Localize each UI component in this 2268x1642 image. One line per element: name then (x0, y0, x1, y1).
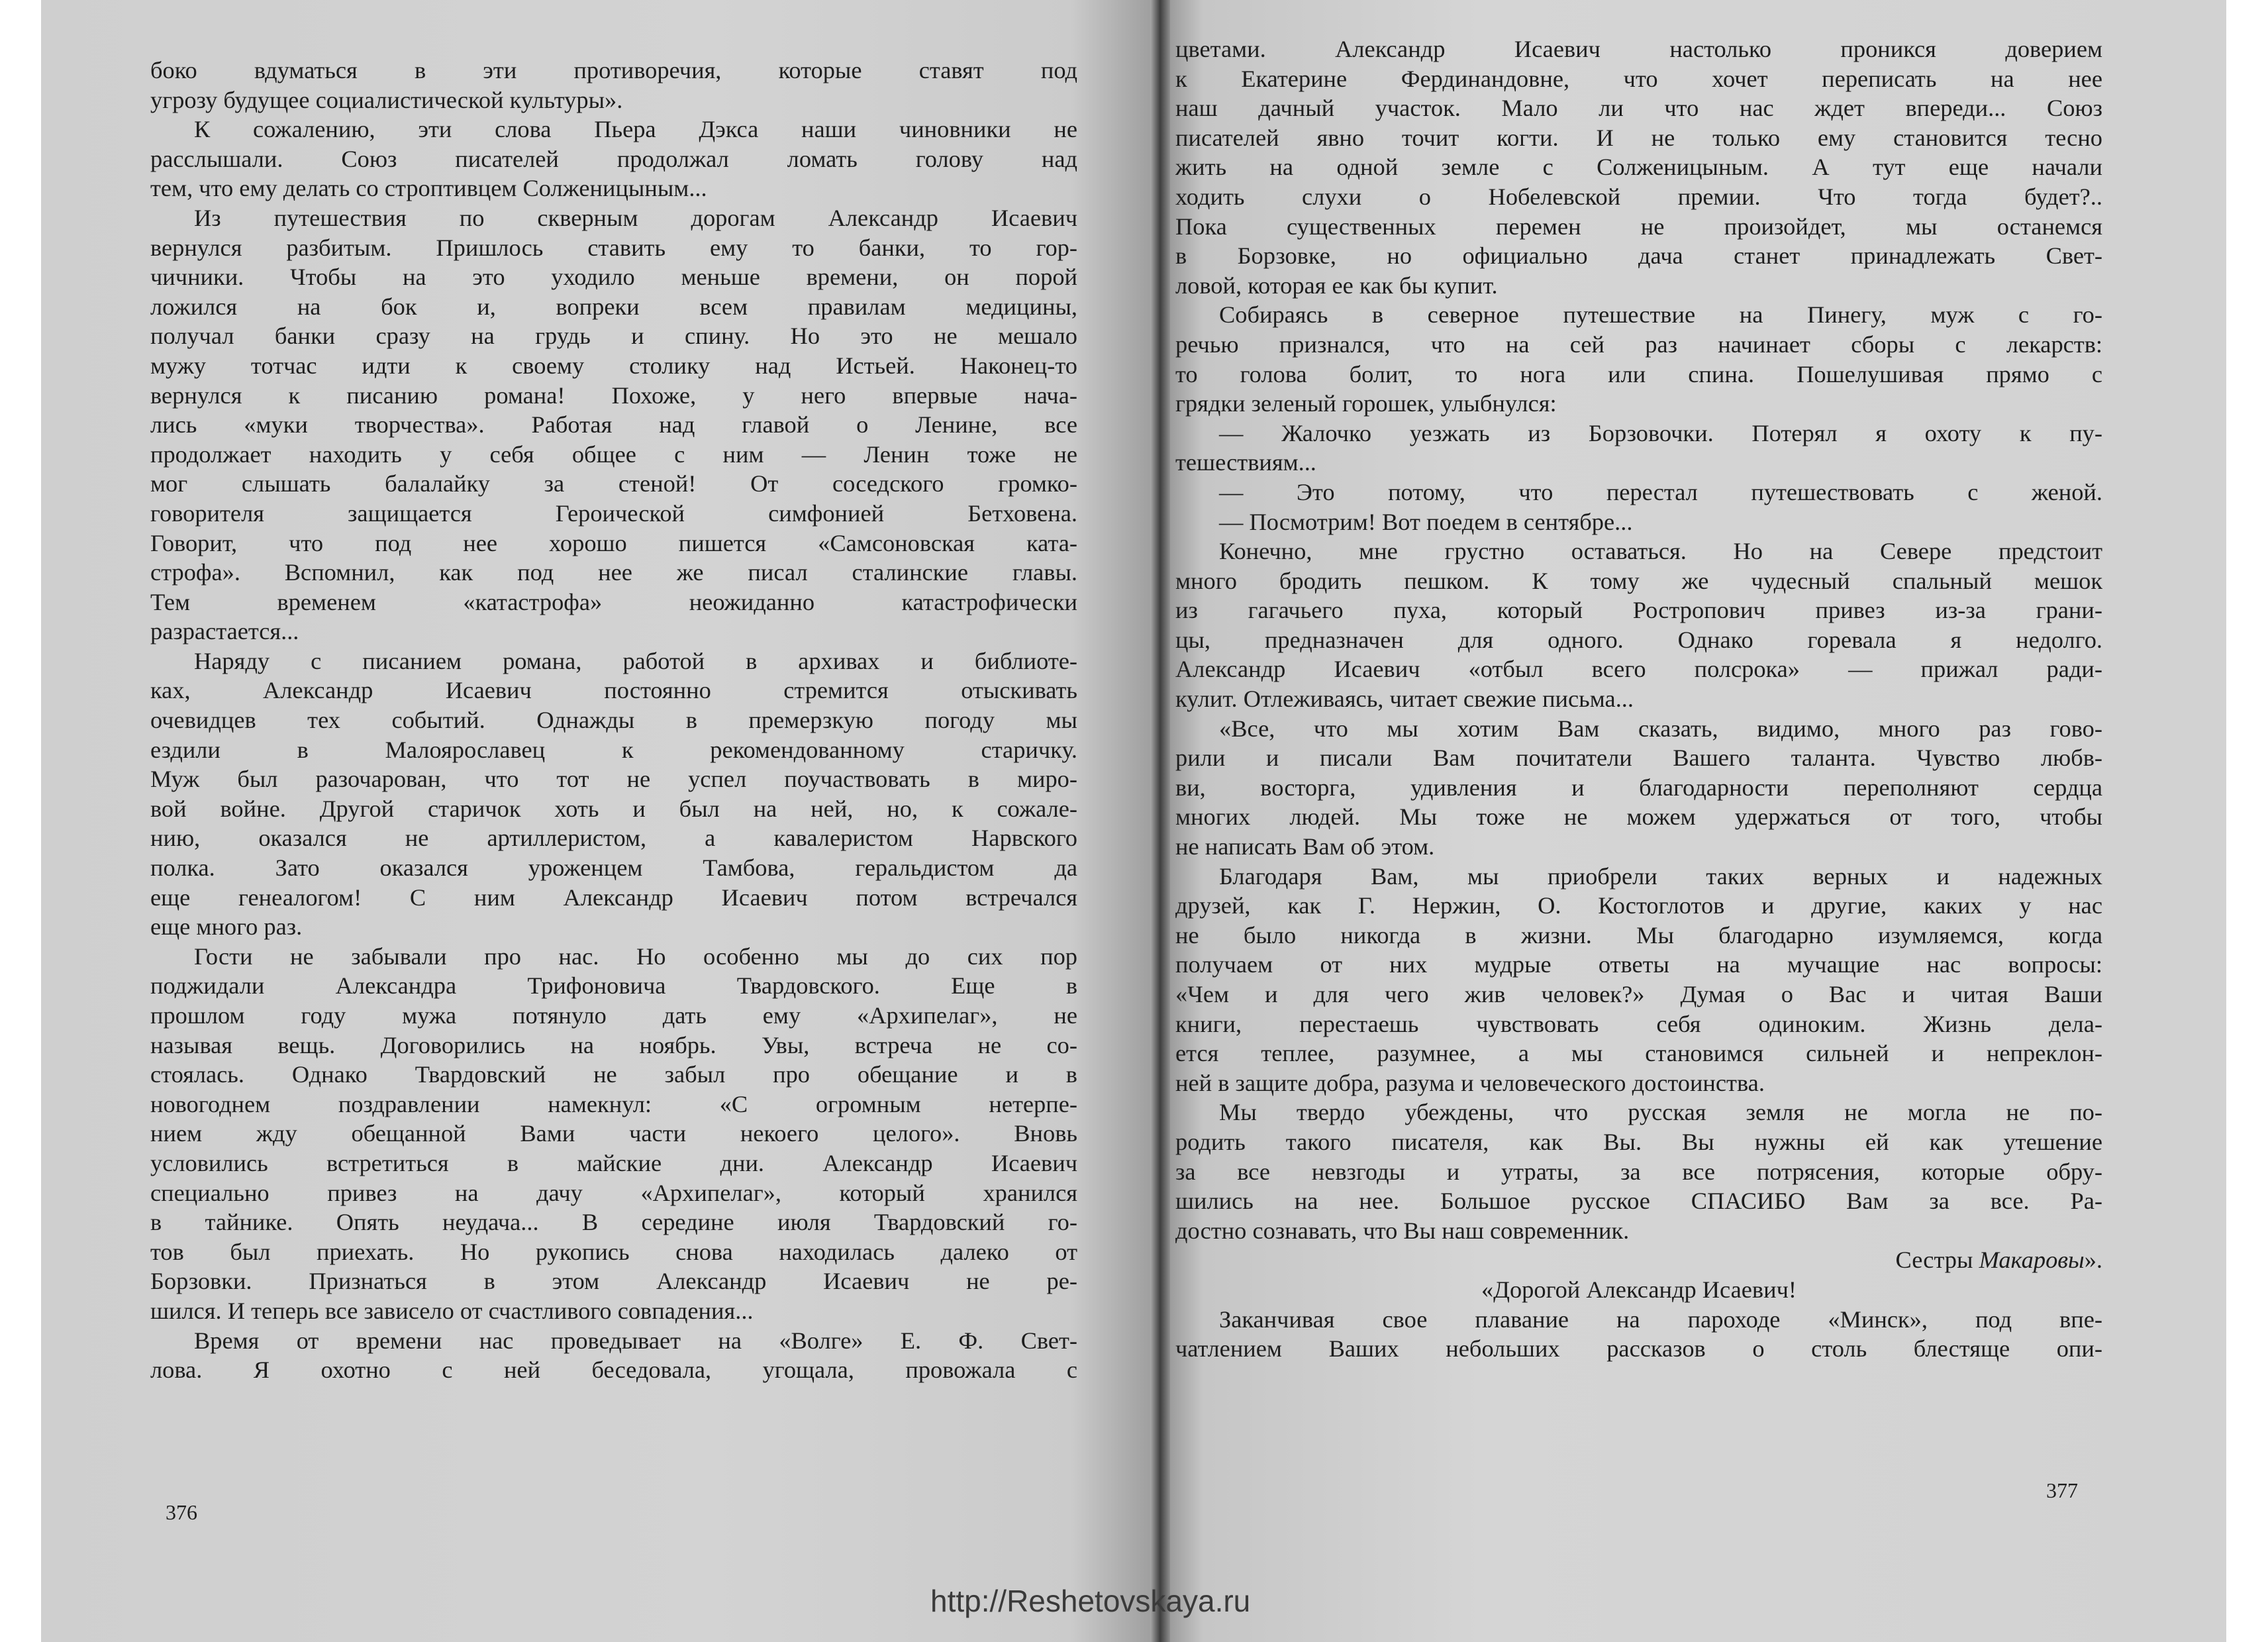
text-line: — Жалочко уезжать из Борзовочки. Потерял я охоту к пу- (1219, 419, 2102, 446)
text-line: говорителя защищается Героической симфонией Бетховена. (150, 499, 1077, 527)
text-line: Из путешествия по скверным дорогам Александр Исаевич (194, 204, 1077, 231)
text-line: специально привез на дачу «Архипелаг», который хранился (150, 1179, 1077, 1206)
text-line: Пока существенных перемен не произойдет, мы останемся (1175, 213, 2102, 240)
left-page-text (150, 56, 1077, 1385)
text-line: Благодаря Вам, мы приобрели таких верных и надежных (1219, 862, 2102, 890)
text-line: стоялась. Однако Твардовский не забыл про обещание и в (150, 1061, 1077, 1088)
text-line: цветами. Александр Исаевич настолько проникся доверием (1175, 36, 2102, 62)
text-line: не написать Вам об этом. (1175, 833, 1435, 860)
text-line: вернулся разбитым. Пришлось ставить ему то банки, то гор- (150, 234, 1077, 261)
text-line: ходить слухи о Нобелевской премии. Что тогда будет?.. (1175, 183, 2102, 210)
text-line: грядки зеленый горошек, улыбнулся: (1175, 390, 1557, 417)
text-line: Муж был разочарован, что тот не успел поучаствовать в миро- (150, 766, 1077, 793)
text-line: из гагачьего пуха, который Ростропович привез из-за грани- (1175, 597, 2102, 624)
text-line: мог слышать балалайку за стеной! От соседского громко- (150, 470, 1077, 497)
text-line: — Посмотрим! Вот поедем в сентябре... (1219, 508, 1633, 535)
text-line: друзей, как Г. Нержин, О. Костоглотов и другие, каких у нас (1175, 892, 2102, 919)
text-line: еще генеалогом! С ним Александр Исаевич потом встречался (150, 884, 1077, 911)
text-line: много бродить пешком. К тому же чудесный спальный мешок (1175, 567, 2102, 594)
text-line: полка. Зато оказался уроженцем Тамбова, геральдистом да (150, 854, 1077, 882)
text-line: тем, что ему делать со строптивцем Солженицыным... (150, 175, 707, 202)
text-line: шился. И теперь все зависело от счастливого совпадения... (150, 1297, 754, 1324)
text-line: кулит. Отлеживаясь, читает свежие письма... (1175, 686, 1634, 713)
text-line: прошлом году мужа потянуло дать ему «Архипелаг», не (150, 1002, 1077, 1029)
text-line: Борзовки. Признаться в этом Александр Исаевич не ре- (150, 1268, 1077, 1295)
text-line: писателей явно точит когти. И не только ему становится тесно (1175, 124, 2102, 151)
text-line: то голова болит, то нога или спина. Пошелушивая прямо с (1175, 360, 2102, 387)
text-line: не было никогда в жизни. Мы благодарно изумляемся, когда (1175, 921, 2102, 949)
text-line: ложился на бок и, вопреки всем правилам медицины, (150, 293, 1077, 320)
text-line: «Все, что мы хотим Вам сказать, видимо, много раз гово- (1219, 715, 2102, 742)
text-line: тов был приехать. Но рукопись снова находилась далеко от (150, 1238, 1077, 1265)
text-line: угрозу будущее социалистической культуры». (150, 86, 623, 113)
text-line: — Это потому, что перестал путешествовать с женой. (1219, 478, 2102, 505)
text-line: получаем от них мудрые ответы на мучащие нас вопросы: (1175, 951, 2102, 978)
text-line: жить на одной земле с Солженицыным. А тут еще начали (1175, 154, 2102, 181)
text-line: мужу тотчас идти к своему столику над Истьей. Наконец-то (150, 352, 1077, 379)
text-line: Время от времени нас проведывает на «Волге» Е. Ф. Свет- (194, 1327, 1077, 1354)
text-line: очевидцев тех событий. Однажды в премерзкую погоду мы (150, 707, 1077, 734)
text-line: книги, перестаешь чувствовать себя одиноким. Жизнь дела- (1175, 1010, 2102, 1037)
right-page-text (1175, 34, 2102, 1364)
text-line: чичники. Чтобы на это уходило меньше времени, он порой (150, 264, 1077, 291)
text-line: К сожалению, эти слова Пьера Дэкса наши чиновники не (194, 116, 1077, 143)
text-line: в Борзовке, но официально дача станет принадлежать Свет- (1175, 242, 2102, 270)
text-line: расслышали. Союз писателей продолжал ломать голову над (150, 145, 1077, 172)
text-line: родить такого писателя, как Вы. Вы нужны ей как утешение (1175, 1128, 2102, 1155)
text-line: рили и писали Вам почитатели Вашего таланта. Чувство любв- (1175, 744, 2102, 772)
text-line: ках, Александр Исаевич постоянно стремится отыскивать (150, 677, 1077, 704)
text-line: новогоднем поздравлении намекнул: «С огромным нетерпе- (150, 1090, 1077, 1117)
text-line: поджидали Александра Трифоновича Твардовского. Еще в (150, 972, 1077, 1000)
text-line: к Екатерине Фердинандовне, что хочет переписать на нее (1175, 65, 2102, 92)
text-line: цы, предназначен для одного. Однако горевала я недолго. (1175, 626, 2102, 653)
text-line: за все невзгоды и утраты, за все потрясения, которые обру- (1175, 1158, 2102, 1185)
source-url-watermark[interactable]: http://Reshetovskaya.ru (930, 1584, 1251, 1618)
text-line: лись «муки творчества». Работая над главой о Ленине, все (150, 411, 1077, 438)
text-line: Александр Исаевич «отбыл всего полсрока» — прижал ради- (1175, 656, 2102, 683)
text-line: ви, восторга, удивления и благодарности переполняют сердца (1175, 774, 2102, 801)
text-line: разрастается... (150, 618, 299, 645)
text-line: многих людей. Мы тоже не можем удержаться от того, чтобы (1175, 803, 2102, 831)
text-line: Собираясь в северное путешествие на Пинегу, муж с го- (1219, 301, 2102, 329)
text-line: Заканчивая свое плавание на пароходе «Минск», под впе- (1219, 1306, 2102, 1333)
text-line: Сестры Макаровы». (1895, 1247, 2102, 1274)
text-line: еще много раз. (150, 913, 303, 941)
text-line: нием жду обещанной Вами части некоего целого». Вновь (150, 1120, 1077, 1147)
text-line: «Чем и для чего жив человек?» Думая о Вас и читая Ваши (1175, 981, 2102, 1007)
text-line: чатлением Ваших небольших рассказов о столь блестяще опи- (1175, 1335, 2102, 1362)
text-line: нию, оказался не артиллеристом, а кавалеристом Нарвского (150, 825, 1077, 852)
text-line: Мы твердо убеждены, что русская земля не могла не по- (1219, 1099, 2102, 1126)
text-line: вой войне. Другой старичок хоть и был на ней, но, к сожале- (150, 795, 1077, 822)
text-line: ется теплее, разумнее, а мы становимся сильней и непреклон- (1175, 1040, 2102, 1067)
text-line: называя вещь. Договорились на ноябрь. Увы, встреча не со- (150, 1031, 1077, 1058)
text-line: условились встретиться в майские дни. Александр Исаевич (150, 1149, 1077, 1176)
text-line: «Дорогой Александр Исаевич! (1481, 1276, 1797, 1303)
right-page-number: 377 (2046, 1478, 2078, 1502)
text-line: речью признался, что на сей раз начинает сборы с лекарств: (1175, 331, 2102, 358)
text-line: Наряду с писанием романа, работой в архивах и библиоте- (194, 647, 1077, 674)
text-line: Гости не забывали про нас. Но особенно мы до сих пор (194, 943, 1077, 970)
text-line: наш дачный участок. Мало ли что нас ждет впереди... Союз (1175, 95, 2102, 122)
text-line: достно сознавать, что Вы наш современник. (1175, 1217, 1630, 1244)
text-line: ловой, которая ее как бы купит. (1175, 272, 1498, 299)
text-line: ней в защите добра, разума и человеческого достоинства. (1175, 1069, 1765, 1096)
text-line: ездили в Малоярославец к рекомендованному старичку. (150, 736, 1077, 763)
text-line: строфа». Вспомнил, как под нее же писал сталинские главы. (150, 559, 1077, 586)
text-line: получал банки сразу на грудь и спину. Но это не мешало (150, 323, 1077, 350)
text-line: шились на нее. Большое русское СПАСИБО Вам за все. Ра- (1175, 1188, 2102, 1215)
left-page-number: 376 (166, 1500, 197, 1524)
text-line: Говорит, что под нее хорошо пишется «Самсоновская ката- (150, 529, 1077, 556)
text-line: Конечно, мне грустно оставаться. Но на Севере предстоит (1219, 538, 2102, 565)
text-line: в тайнике. Опять неудача... В середине июля Твардовский го- (150, 1209, 1077, 1236)
text-line: Тем временем «катастрофа» неожиданно катастрофически (150, 588, 1077, 615)
text-line: тешествиям... (1175, 449, 1316, 476)
text-line: продолжает находить у себя общее с ним — Ленин тоже не (150, 440, 1077, 468)
text-line: боко вдуматься в эти противоречия, которые ставят под (150, 57, 1077, 83)
book-gutter (1150, 0, 1170, 1642)
text-line: лова. Я охотно с ней беседовала, угощала, провожала с (150, 1357, 1077, 1384)
text-line: вернулся к писанию романа! Похоже, у него впервые нача- (150, 382, 1077, 409)
